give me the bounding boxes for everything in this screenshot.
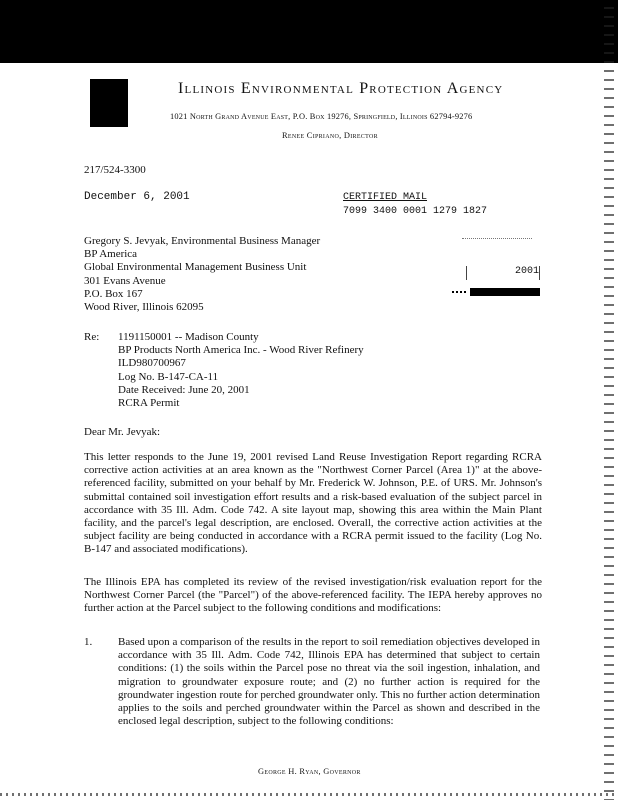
stamp-date: 2001 <box>466 266 540 280</box>
letter-date: December 6, 2001 <box>84 191 190 203</box>
recipient-line: Wood River, Illinois 62095 <box>84 301 204 314</box>
re-label: Re: <box>84 331 100 343</box>
scan-bottom-noise <box>0 793 618 796</box>
re-line: Date Received: June 20, 2001 <box>118 383 250 396</box>
certified-mail-number: 7099 3400 0001 1279 1827 <box>343 206 488 217</box>
phone-number: 217/524-3300 <box>84 164 146 176</box>
body-paragraph: This letter responds to the June 19, 2001 revised Land Reuse Investigation Report regarding RCRA corrective action activities at an area known as the "Northwest Corner Parcel (Area 1)" at the above-referenced facility, submitted on your behalf by Mr. Frederick W. Johnson, P.E. of URS. Mr. Johnson's submittal contained soil investigation effort results and a risk-based evaluation of the subject parcel in accordance with 35 Ill. Adm. Code 742. A site layout map, showing this area within the Main Plant facility, and the parcel's legal description, are enclosed. Overall, the corrective action activities at the subject facility are being conducted in accordance with a RCRA permit issued to the facility (Log No. B-147 and associated modifications). <box>84 451 542 556</box>
agency-logo <box>90 79 128 127</box>
condition-text: Based upon a comparison of the results in the report to soil remediation objectives developed in accordance with 35 Ill. Adm. Code 742, Illinois EPA has determined that subject to certain conditions: (1) the soils within the Parcel pose no threat via the soil ingestion, inhalation, and migration to groundwater exposure route; and (2) no further action is required for the groundwater ingestion route for perched groundwater only. This no further action determination applies to the soils and perched groundwater within the Parcel as shown and described in the enclosed legal description, subject to the following conditions: <box>118 636 540 728</box>
recipient-line: P.O. Box 167 <box>84 287 143 300</box>
recipient-address <box>84 235 320 314</box>
redaction-bar <box>470 288 540 296</box>
agency-director: Renee Cipriano, Director <box>282 131 378 140</box>
re-line: 1191150001 -- Madison County <box>118 331 259 343</box>
re-block <box>118 331 364 410</box>
redaction-mark <box>452 291 466 295</box>
scan-edge-noise <box>604 0 614 800</box>
salutation: Dear Mr. Jevyak: <box>84 426 161 438</box>
re-line: Log No. B-147-CA-11 <box>118 370 219 383</box>
condition-number: 1. <box>84 636 93 648</box>
re-line: ILD980700967 <box>118 357 186 370</box>
received-stamp <box>462 238 540 286</box>
re-line: BP Products North America Inc. - Wood River Refinery <box>118 344 364 357</box>
recipient-line: Global Environmental Management Business Unit <box>84 261 307 274</box>
re-line: RCRA Permit <box>118 397 180 410</box>
body-paragraph: The Illinois EPA has completed its review of the revised investigation/risk evaluation report for the Northwest Corner Parcel (the "Parcel") of the above-referenced facility. The IEPA hereby approves no further action at the Parcel subject to the following conditions and modifications: <box>84 576 542 615</box>
stamp-line <box>462 238 532 245</box>
recipient-line: 301 Evans Avenue <box>84 274 166 287</box>
agency-address: 1021 North Grand Avenue East, P.O. Box 19276, Springfield, Illinois 62794-9276 <box>170 112 473 121</box>
scan-top-bar <box>0 0 618 63</box>
agency-name: Illinois Environmental Protection Agency <box>178 80 504 97</box>
recipient-line: Gregory S. Jevyak, Environmental Business Manager <box>84 235 321 247</box>
certified-mail-label: CERTIFIED MAIL <box>343 192 428 203</box>
recipient-line: BP America <box>84 248 138 261</box>
footer-governor: George H. Ryan, Governor <box>258 767 361 776</box>
